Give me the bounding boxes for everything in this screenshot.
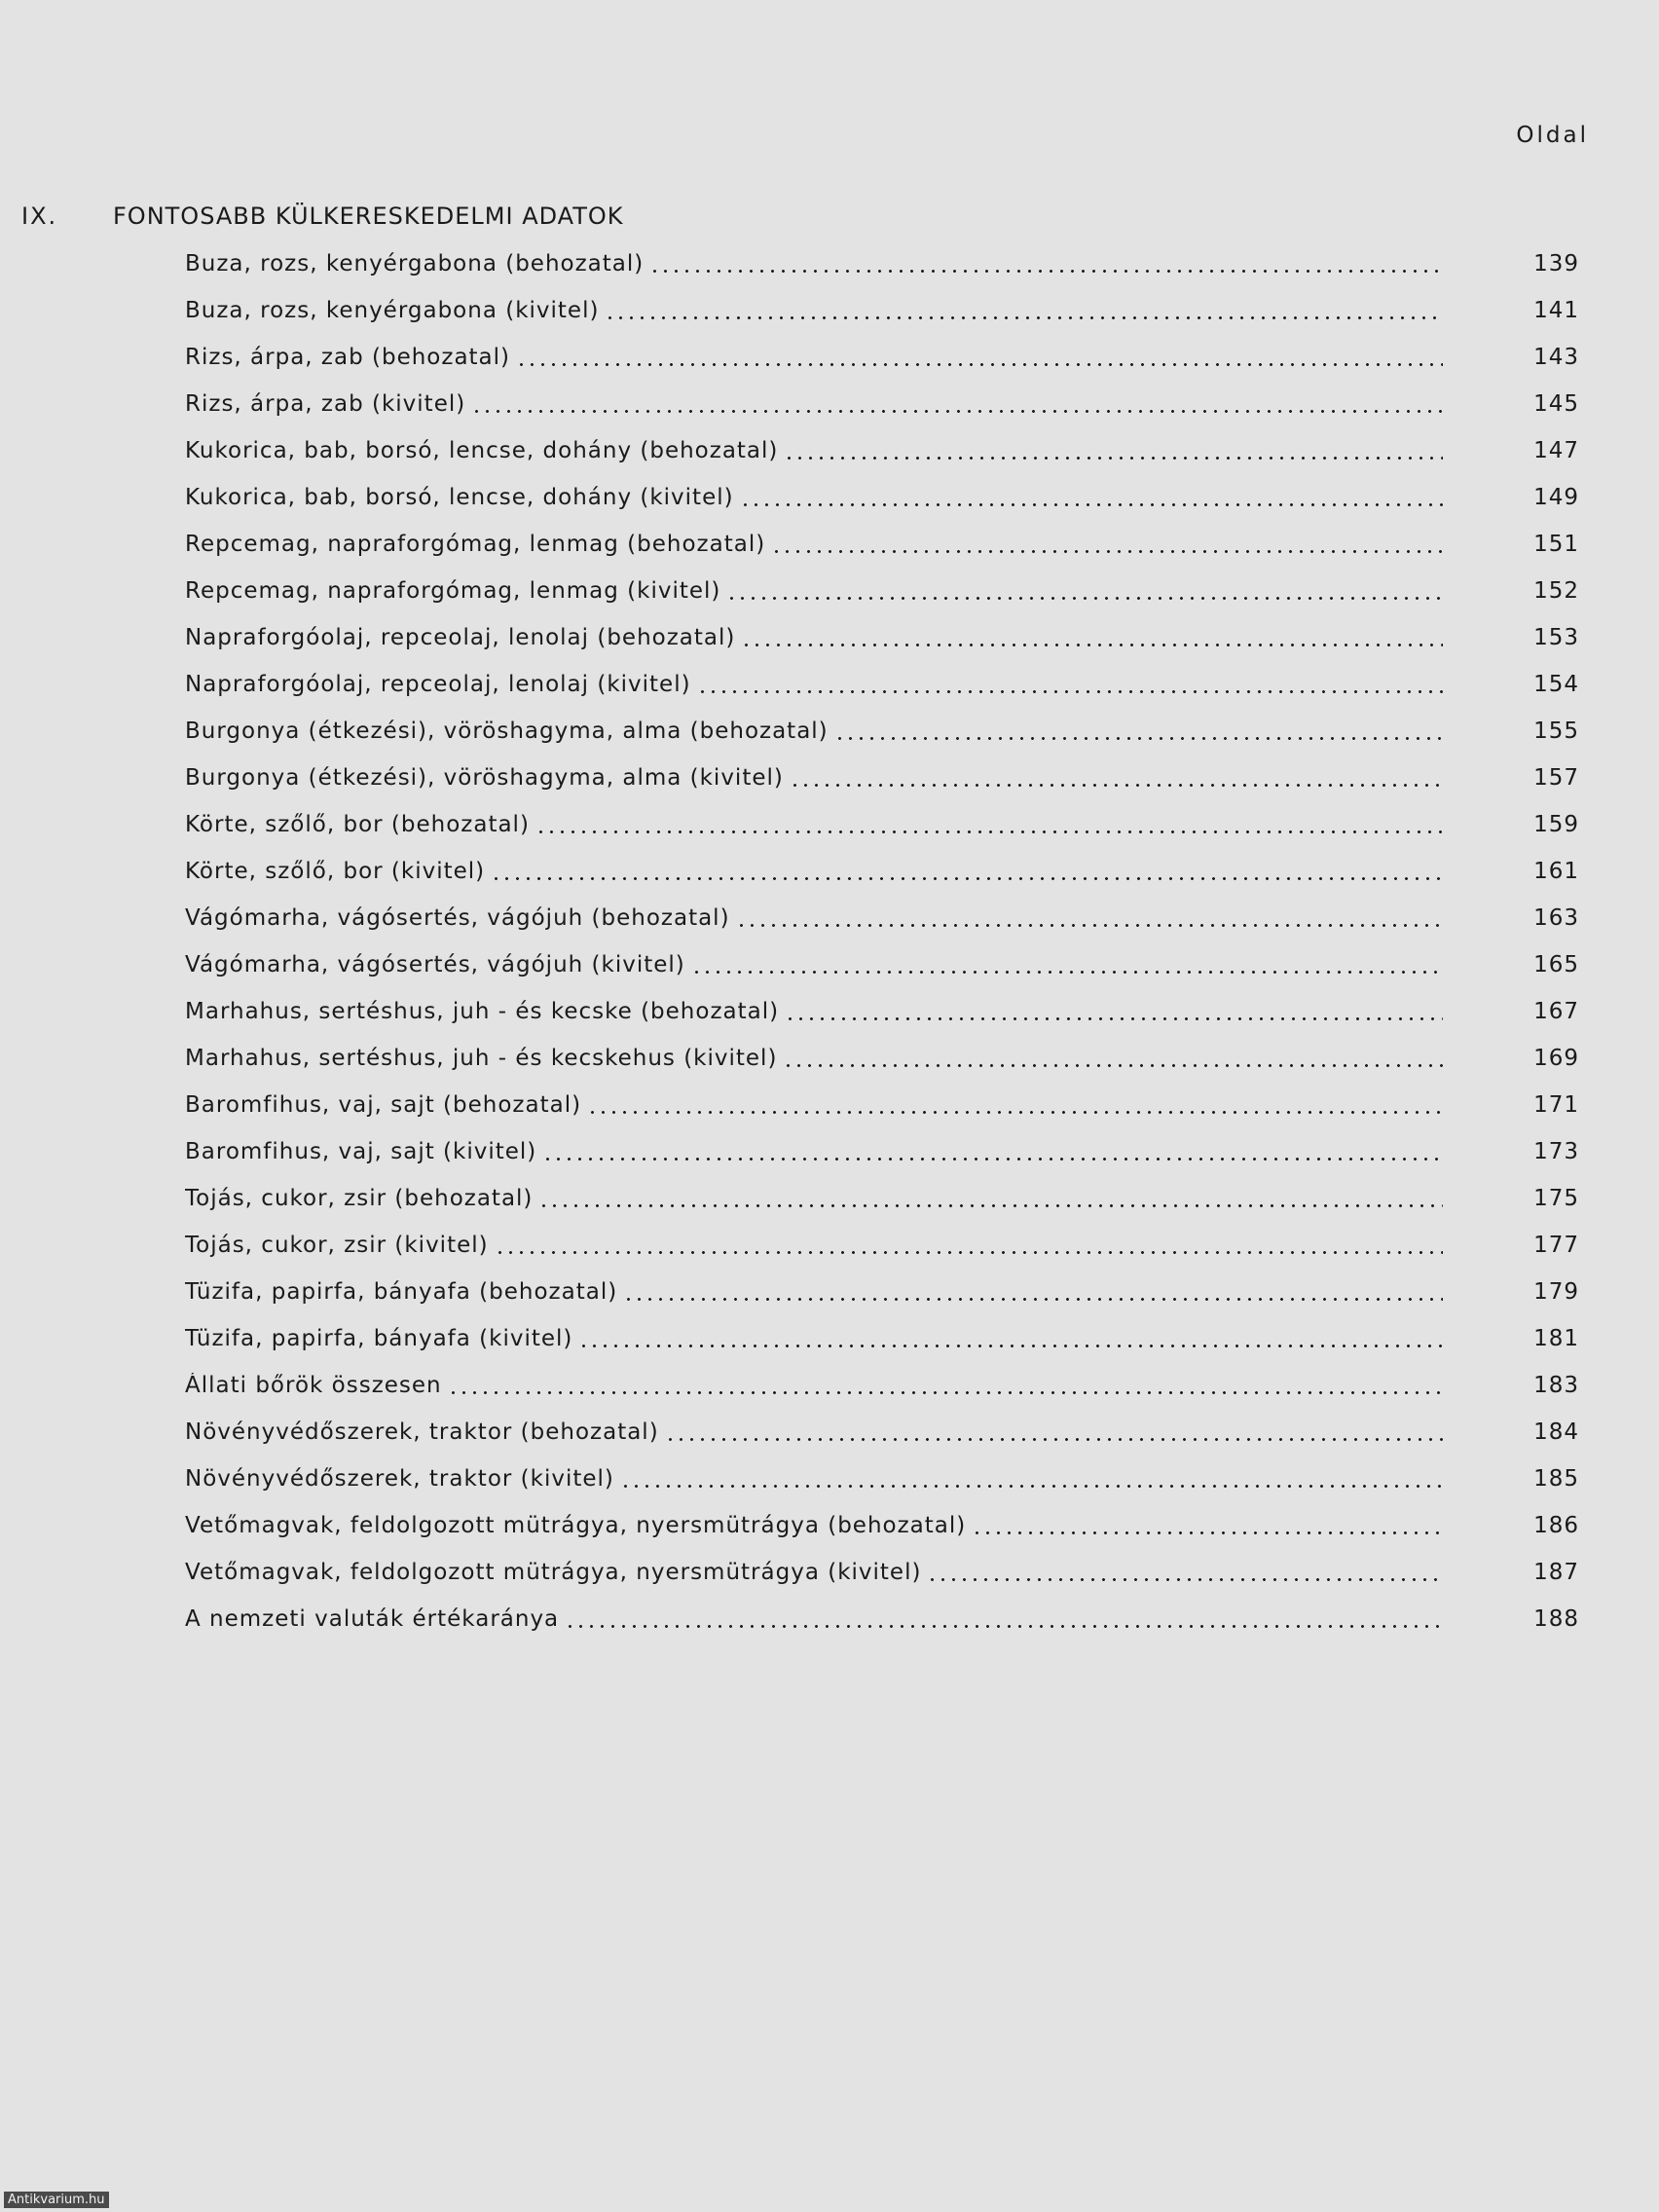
toc-entry[interactable] <box>185 1549 1579 1596</box>
toc-leader-dots <box>736 924 1443 927</box>
toc-entry[interactable] <box>185 801 1579 848</box>
toc-entry[interactable] <box>185 240 1579 287</box>
toc-leader-dots <box>495 1251 1443 1254</box>
toc-entry-label: Baromfihus, vaj, sajt (behozatal) <box>185 1092 582 1118</box>
toc-entry-page: 185 <box>1533 1466 1579 1492</box>
page-column-label: Oldal <box>1516 123 1589 148</box>
toc-entry-label: Kukorica, bab, borsó, lencse, dohány (behozatal) <box>185 438 779 463</box>
toc-entry[interactable] <box>185 334 1579 381</box>
toc-entry-label: Burgonya (étkezési), vöröshagyma, alma (behozatal) <box>185 719 829 744</box>
toc-entry[interactable] <box>185 381 1579 427</box>
toc-leader-dots <box>784 457 1443 460</box>
toc-entry[interactable] <box>185 1456 1579 1502</box>
toc-entry-page: 155 <box>1533 719 1579 744</box>
toc-entry[interactable] <box>185 568 1579 614</box>
toc-entry-page: 154 <box>1533 672 1579 697</box>
toc-entry[interactable] <box>185 1315 1579 1362</box>
section-title: FONTOSABB KÜLKERESKEDELMI ADATOK <box>113 203 624 230</box>
toc-entry-page: 171 <box>1533 1092 1579 1118</box>
toc-entry[interactable] <box>185 287 1579 334</box>
toc-leader-dots <box>785 1017 1443 1020</box>
toc-entry[interactable] <box>185 614 1579 661</box>
toc-entry[interactable] <box>185 521 1579 568</box>
toc-entry-label: Buza, rozs, kenyérgabona (behozatal) <box>185 251 645 276</box>
toc-entry[interactable] <box>185 1035 1579 1082</box>
toc-leader-dots <box>623 1298 1443 1301</box>
toc-entry-page: 145 <box>1533 391 1579 417</box>
toc-leader-dots <box>726 597 1443 600</box>
toc-leader-dots <box>691 971 1443 974</box>
toc-entry[interactable] <box>185 1596 1579 1642</box>
toc-entry[interactable] <box>185 1175 1579 1222</box>
toc-leader-dots <box>538 1204 1443 1207</box>
toc-entry-label: Napraforgóolaj, repceolaj, lenolaj (kivitel) <box>185 672 691 697</box>
toc-entry-page: 157 <box>1533 765 1579 791</box>
toc-entry-page: 186 <box>1533 1513 1579 1538</box>
toc-entry-page: 149 <box>1533 485 1579 510</box>
toc-entry-label: Tojás, cukor, zsir (kivitel) <box>185 1233 489 1258</box>
toc-entry[interactable] <box>185 1128 1579 1175</box>
toc-entry-label: Növényvédőszerek, traktor (kivitel) <box>185 1466 614 1492</box>
toc-entry-label: Rizs, árpa, zab (kivitel) <box>185 391 466 417</box>
toc-entry[interactable] <box>185 988 1579 1035</box>
section-number: IX. <box>21 203 58 230</box>
toc-leader-dots <box>542 1158 1443 1161</box>
toc-entry-page: 173 <box>1533 1139 1579 1164</box>
toc-leader-dots <box>972 1531 1443 1534</box>
toc-entry-page: 161 <box>1533 859 1579 884</box>
toc-entry[interactable] <box>185 1362 1579 1409</box>
toc-entry-page: 183 <box>1533 1373 1579 1398</box>
toc-entry-label: Buza, rozs, kenyérgabona (kivitel) <box>185 298 600 323</box>
toc-entry-label: A nemzeti valuták értékaránya <box>185 1606 560 1632</box>
toc-entry[interactable] <box>185 661 1579 708</box>
toc-entry[interactable] <box>185 1269 1579 1315</box>
toc-leader-dots <box>834 737 1443 740</box>
toc-entry-label: Repcemag, napraforgómag, lenmag (behozatal) <box>185 532 766 557</box>
toc-leader-dots <box>605 316 1443 319</box>
toc-leader-dots <box>620 1485 1443 1488</box>
toc-entry-label: Napraforgóolaj, repceolaj, lenolaj (behozatal) <box>185 625 736 650</box>
toc-entry[interactable] <box>185 941 1579 988</box>
toc-entry-page: 181 <box>1533 1326 1579 1351</box>
toc-entry-page: 175 <box>1533 1186 1579 1211</box>
toc-leader-dots <box>697 690 1443 693</box>
toc-entry-page: 167 <box>1533 999 1579 1024</box>
toc-entry-label: Állati bőrök összesen <box>185 1373 442 1398</box>
toc-leader-dots <box>578 1345 1443 1347</box>
toc-entry-label: Marhahus, sertéshus, juh - és kecskehus (kivitel) <box>185 1046 778 1071</box>
toc-leader-dots <box>649 270 1443 273</box>
toc-entry-page: 179 <box>1533 1279 1579 1305</box>
toc-entry[interactable] <box>185 427 1579 474</box>
toc-entry-page: 152 <box>1533 578 1579 604</box>
toc-entry[interactable] <box>185 895 1579 941</box>
toc-entry-page: 151 <box>1533 532 1579 557</box>
toc-entry-label: Rizs, árpa, zab (behozatal) <box>185 345 511 370</box>
toc-entry-label: Körte, szőlő, bor (kivitel) <box>185 859 486 884</box>
toc-leader-dots <box>665 1438 1443 1441</box>
toc-entry-label: Baromfihus, vaj, sajt (kivitel) <box>185 1139 537 1164</box>
toc-list <box>185 240 1579 1642</box>
toc-leader-dots <box>491 877 1443 880</box>
toc-leader-dots <box>927 1578 1443 1581</box>
toc-entry-page: 159 <box>1533 812 1579 837</box>
toc-entry-page: 139 <box>1533 251 1579 276</box>
toc-entry[interactable] <box>185 1409 1579 1456</box>
toc-entry[interactable] <box>185 755 1579 801</box>
toc-leader-dots <box>516 363 1443 366</box>
toc-entry-label: Kukorica, bab, borsó, lencse, dohány (kivitel) <box>185 485 734 510</box>
toc-leader-dots <box>448 1391 1443 1394</box>
toc-leader-dots <box>771 550 1443 553</box>
toc-entry-page: 163 <box>1533 905 1579 931</box>
toc-entry-page: 184 <box>1533 1419 1579 1445</box>
toc-leader-dots <box>740 503 1443 506</box>
toc-entry[interactable] <box>185 848 1579 895</box>
toc-entry-page: 147 <box>1533 438 1579 463</box>
toc-entry-page: 177 <box>1533 1233 1579 1258</box>
toc-leader-dots <box>783 1064 1443 1067</box>
toc-entry[interactable] <box>185 1082 1579 1128</box>
toc-entry-label: Tojás, cukor, zsir (behozatal) <box>185 1186 534 1211</box>
watermark: Antikvarium.hu <box>4 2192 109 2208</box>
toc-entry-page: 187 <box>1533 1560 1579 1585</box>
toc-entry[interactable] <box>185 1222 1579 1269</box>
toc-entry-page: 153 <box>1533 625 1579 650</box>
toc-entry-label: Vetőmagvak, feldolgozott mütrágya, nyersmütrágya (behozatal) <box>185 1513 967 1538</box>
toc-entry-page: 188 <box>1533 1606 1579 1632</box>
toc-entry-label: Burgonya (étkezési), vöröshagyma, alma (kivitel) <box>185 765 784 791</box>
toc-leader-dots <box>471 410 1443 413</box>
toc-entry-label: Növényvédőszerek, traktor (behozatal) <box>185 1419 659 1445</box>
toc-leader-dots <box>535 830 1443 833</box>
toc-entry-label: Körte, szőlő, bor (behozatal) <box>185 812 530 837</box>
toc-entry-label: Marhahus, sertéshus, juh - és kecske (behozatal) <box>185 999 780 1024</box>
toc-entry-label: Vágómarha, vágósertés, vágójuh (kivitel) <box>185 952 685 977</box>
toc-leader-dots <box>565 1625 1443 1628</box>
toc-entry-label: Tüzifa, papirfa, bányafa (kivitel) <box>185 1326 573 1351</box>
toc-entry[interactable] <box>185 474 1579 521</box>
toc-entry-label: Vetőmagvak, feldolgozott mütrágya, nyersmütrágya (kivitel) <box>185 1560 922 1585</box>
toc-entry-page: 165 <box>1533 952 1579 977</box>
toc-entry-label: Vágómarha, vágósertés, vágójuh (behozatal) <box>185 905 730 931</box>
toc-leader-dots <box>587 1111 1443 1114</box>
toc-entry[interactable] <box>185 1502 1579 1549</box>
toc-entry-page: 143 <box>1533 345 1579 370</box>
toc-leader-dots <box>790 784 1443 787</box>
toc-entry[interactable] <box>185 708 1579 755</box>
toc-entry-page: 141 <box>1533 298 1579 323</box>
toc-entry-label: Tüzifa, papirfa, bányafa (behozatal) <box>185 1279 618 1305</box>
toc-entry-page: 169 <box>1533 1046 1579 1071</box>
toc-entry-label: Repcemag, napraforgómag, lenmag (kivitel) <box>185 578 721 604</box>
toc-leader-dots <box>741 644 1443 646</box>
